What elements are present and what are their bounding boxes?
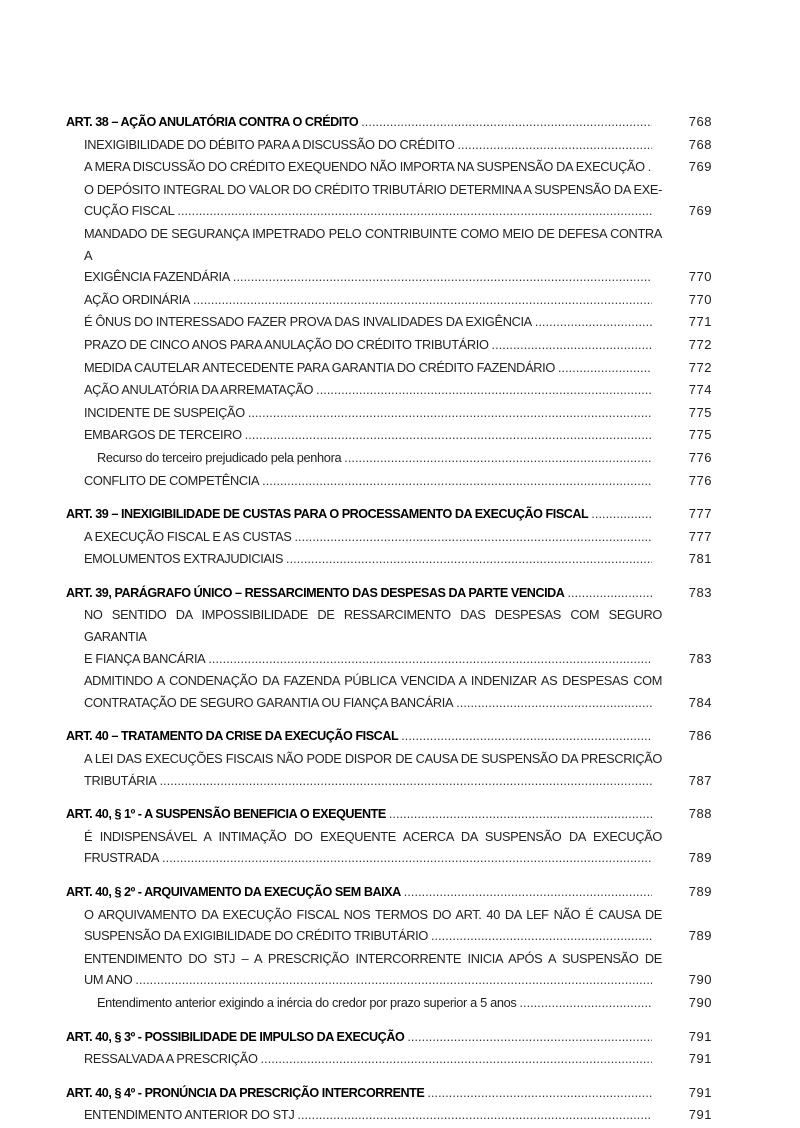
toc-entry-line — [66, 266, 712, 289]
dot-leader — [341, 448, 652, 470]
toc-entry-line — [66, 992, 712, 1015]
table-of-contents — [66, 111, 712, 1127]
dot-leader — [283, 549, 652, 571]
dot-leader — [313, 380, 652, 402]
dot-leader — [401, 882, 652, 904]
dot-leader — [386, 804, 652, 826]
page-number: 790 — [688, 994, 712, 1010]
toc-heading-title: ART. 40, § 3º - POSSIBILIDADE DE IMPULSO DA EXECUÇÃO — [66, 1029, 405, 1044]
toc-entry-title: CUÇÃO FISCAL — [84, 203, 175, 219]
page-number: 771 — [688, 314, 712, 330]
toc-entry-line — [66, 770, 712, 793]
toc-entry-title: UM ANO — [84, 972, 133, 988]
toc-entry-line — [66, 200, 712, 223]
toc-heading-title: ART. 39 – INEXIGIBILIDADE DE CUSTAS PARA O PROCESSAMENTO DA EXECUÇÃO FISCAL — [66, 507, 589, 522]
toc-entry-title: A LEI DAS EXECUÇÕES FISCAIS NÃO PODE DISPOR DE CAUSA DE SUSPENSÃO DA PRESCRIÇÃO — [84, 751, 662, 767]
toc-entry-line — [66, 725, 712, 748]
toc-heading-title: ART. 40 – TRATAMENTO DA CRISE DA EXECUÇÃO FISCAL — [66, 729, 399, 744]
toc-entry-title: MEDIDA CAUTELAR ANTECEDENTE PARA GARANTIA DO CRÉDITO FAZENDÁRIO — [84, 359, 555, 375]
dot-leader — [453, 693, 652, 715]
toc-entry-line — [66, 470, 712, 493]
toc-entry-title: É ÔNUS DO INTERESSADO FAZER PROVA DAS INVALIDADES DA EXIGÊNCIA — [84, 314, 532, 330]
dot-leader — [245, 403, 652, 425]
page-number: 768 — [688, 136, 712, 152]
page-number: 776 — [688, 472, 712, 488]
dot-leader — [230, 267, 652, 289]
toc-entry-line — [66, 424, 712, 447]
toc-entry-line — [66, 1104, 712, 1127]
dot-leader — [645, 157, 652, 179]
page-number: 772 — [688, 336, 712, 352]
dot-leader — [157, 771, 652, 793]
page-number: 781 — [688, 551, 712, 567]
page-number: 777 — [688, 506, 712, 522]
page-number: 770 — [688, 291, 712, 307]
toc-entry-line — [66, 503, 712, 526]
dot-leader — [174, 201, 652, 223]
dot-leader — [259, 471, 652, 493]
page-number: 791 — [688, 1084, 712, 1100]
toc-entry-line — [66, 969, 712, 992]
toc-heading-title: ART. 40, § 1º - A SUSPENSÃO BENEFICIA O EXEQUENTE — [66, 807, 386, 822]
toc-entry-title: EMBARGOS DE TERCEIRO — [84, 427, 242, 443]
page-number: 776 — [688, 449, 712, 465]
page-number: 786 — [688, 728, 712, 744]
page-number: 789 — [688, 850, 712, 866]
toc-entry-line — [66, 402, 712, 425]
page-number: 777 — [688, 528, 712, 544]
toc-entry-title: MANDADO DE SEGURANÇA IMPETRADO PELO CONTRIBUINTE COMO MEIO DE DEFESA CONTRA A — [84, 225, 662, 263]
toc-entry-line — [66, 847, 712, 870]
toc-entry-line — [66, 548, 712, 571]
toc-entry-title: E FIANÇA BANCÁRIA — [84, 650, 206, 666]
page-number: 784 — [688, 694, 712, 710]
toc-entry-line — [66, 357, 712, 380]
dot-leader — [555, 358, 652, 380]
page-number: 791 — [688, 1028, 712, 1044]
toc-entry-title: PRAZO DE CINCO ANOS PARA ANULAÇÃO DO CRÉDITO TRIBUTÁRIO — [84, 336, 489, 352]
dot-leader — [132, 970, 652, 992]
toc-heading-title: ART. 38 – AÇÃO ANULATÓRIA CONTRA O CRÉDITO — [66, 115, 359, 129]
dot-leader — [404, 1027, 652, 1049]
dot-leader — [205, 649, 652, 671]
dot-leader — [358, 112, 652, 134]
toc-entry-title: FRUSTRADA — [84, 850, 160, 866]
toc-entry-line — [66, 803, 712, 826]
page-number: 775 — [688, 404, 712, 420]
page-number: 769 — [688, 159, 712, 175]
toc-entry-title: EXIGÊNCIA FAZENDÁRIA — [84, 269, 230, 285]
toc-entry-title: ADMITINDO A CONDENAÇÃO DA FAZENDA PÚBLICA VENCIDA A INDENIZAR AS DESPESAS COM — [84, 673, 662, 689]
toc-entry-title: SUSPENSÃO DA EXIGIBILIDADE DO CRÉDITO TRIBUTÁRIO — [84, 928, 428, 944]
dot-leader — [294, 1105, 652, 1127]
dot-leader — [532, 312, 652, 334]
toc-entry-title: ENTENDIMENTO ANTERIOR DO STJ — [84, 1107, 295, 1123]
toc-entry-title: A MERA DISCUSSÃO DO CRÉDITO EXEQUENDO NÃO IMPORTA NA SUSPENSÃO DA EXECUÇÃO — [84, 159, 645, 175]
toc-heading-title: ART. 39, PARÁGRAFO ÚNICO – RESSARCIMENTO DAS DESPESAS DA PARTE VENCIDA — [66, 585, 565, 600]
dot-leader — [424, 1083, 652, 1105]
toc-entry-line — [66, 1082, 712, 1105]
toc-heading-title: ART. 40, § 4º - PRONÚNCIA DA PRESCRIÇÃO INTERCORRENTE — [66, 1085, 425, 1100]
toc-entry-title: ENTENDIMENTO DO STJ – A PRESCRIÇÃO INTERCORRENTE INICIA APÓS A SUSPENSÃO DE — [84, 950, 662, 966]
toc-entry-title: AÇÃO ANULATÓRIA DA ARREMATAÇÃO — [84, 382, 314, 398]
page-number: 772 — [688, 359, 712, 375]
page-number: 789 — [688, 928, 712, 944]
dot-leader — [428, 926, 652, 948]
dot-leader — [489, 335, 652, 357]
dot-leader — [564, 583, 652, 605]
toc-entry-title: EMOLUMENTOS EXTRAJUDICIAIS — [84, 551, 283, 567]
page-number: 788 — [688, 806, 712, 822]
toc-heading-title: ART. 40, § 2º - ARQUIVAMENTO DA EXECUÇÃO SEM BAIXA — [66, 885, 401, 899]
toc-entry-title: O DEPÓSITO INTEGRAL DO VALOR DO CRÉDITO TRIBUTÁRIO DETERMINA A SUSPENSÃO DA EXE- — [84, 181, 662, 197]
toc-entry-title: O ARQUIVAMENTO DA EXECUÇÃO FISCAL NOS TERMOS DO ART. 40 DA LEF NÃO É CAUSA DE — [84, 906, 662, 922]
page-number: 774 — [688, 382, 712, 398]
toc-entry-line — [66, 582, 712, 605]
page-number: 787 — [688, 772, 712, 788]
dot-leader — [291, 527, 652, 549]
dot-leader — [454, 135, 652, 157]
toc-entry-title: CONTRATAÇÃO DE SEGURO GARANTIA OU FIANÇA BANCÁRIA — [84, 694, 454, 710]
toc-entry-line — [66, 111, 712, 134]
toc-entry-title: NO SENTIDO DA IMPOSSIBILIDADE DE RESSARCIMENTO DAS DESPESAS COM SEGURO GARANTIA — [84, 607, 662, 645]
toc-entry-line — [66, 648, 712, 671]
toc-entry-line — [66, 1026, 712, 1049]
toc-entry-title: É INDISPENSÁVEL A INTIMAÇÃO DO EXEQUENTE ACERCA DA SUSPENSÃO DA EXECUÇÃO — [84, 828, 662, 844]
page-number: 775 — [688, 427, 712, 443]
page-number: 783 — [688, 650, 712, 666]
toc-entry-title: AÇÃO ORDINÁRIA — [84, 291, 191, 307]
toc-entry-line — [66, 447, 712, 470]
dot-leader — [159, 848, 652, 870]
toc-entry-line — [66, 1048, 712, 1071]
toc-entry-title: Entendimento anterior exigindo a inércia do credor por prazo superior a 5 anos — [97, 994, 517, 1010]
page-number: 769 — [688, 203, 712, 219]
toc-entry-line — [66, 334, 712, 357]
page-number: 791 — [688, 1051, 712, 1067]
toc-entry-line — [66, 134, 712, 157]
toc-entry-line — [66, 379, 712, 402]
toc-entry-line — [66, 925, 712, 948]
page-number: 791 — [688, 1107, 712, 1123]
toc-entry-title: RESSALVADA A PRESCRIÇÃO — [84, 1051, 258, 1067]
toc-entry-line — [66, 311, 712, 334]
toc-entry-line — [66, 881, 712, 904]
toc-entry-line — [66, 692, 712, 715]
page-number: 789 — [688, 884, 712, 899]
dot-leader — [242, 425, 652, 447]
dot-leader — [258, 1049, 652, 1071]
toc-entry-title: CONFLITO DE COMPETÊNCIA — [84, 472, 260, 488]
dot-leader — [398, 726, 652, 748]
dot-leader — [190, 290, 652, 312]
toc-entry-title: TRIBUTÁRIA — [84, 772, 157, 788]
toc-entry-line — [66, 289, 712, 312]
toc-entry-title: INEXIGIBILIDADE DO DÉBITO PARA A DISCUSSÃO DO CRÉDITO — [84, 136, 455, 152]
page-number: 783 — [688, 584, 712, 600]
toc-entry-line — [66, 526, 712, 549]
page-number: 768 — [688, 114, 712, 129]
page-number: 770 — [688, 269, 712, 285]
dot-leader — [516, 993, 652, 1015]
toc-entry-title: INCIDENTE DE SUSPEIÇÃO — [84, 404, 245, 420]
dot-leader — [588, 504, 652, 526]
toc-entry-line — [66, 156, 712, 179]
toc-entry-title: A EXECUÇÃO FISCAL E AS CUSTAS — [84, 528, 292, 544]
page-number: 790 — [688, 972, 712, 988]
toc-entry-title: Recurso do terceiro prejudicado pela penhora — [97, 449, 342, 465]
